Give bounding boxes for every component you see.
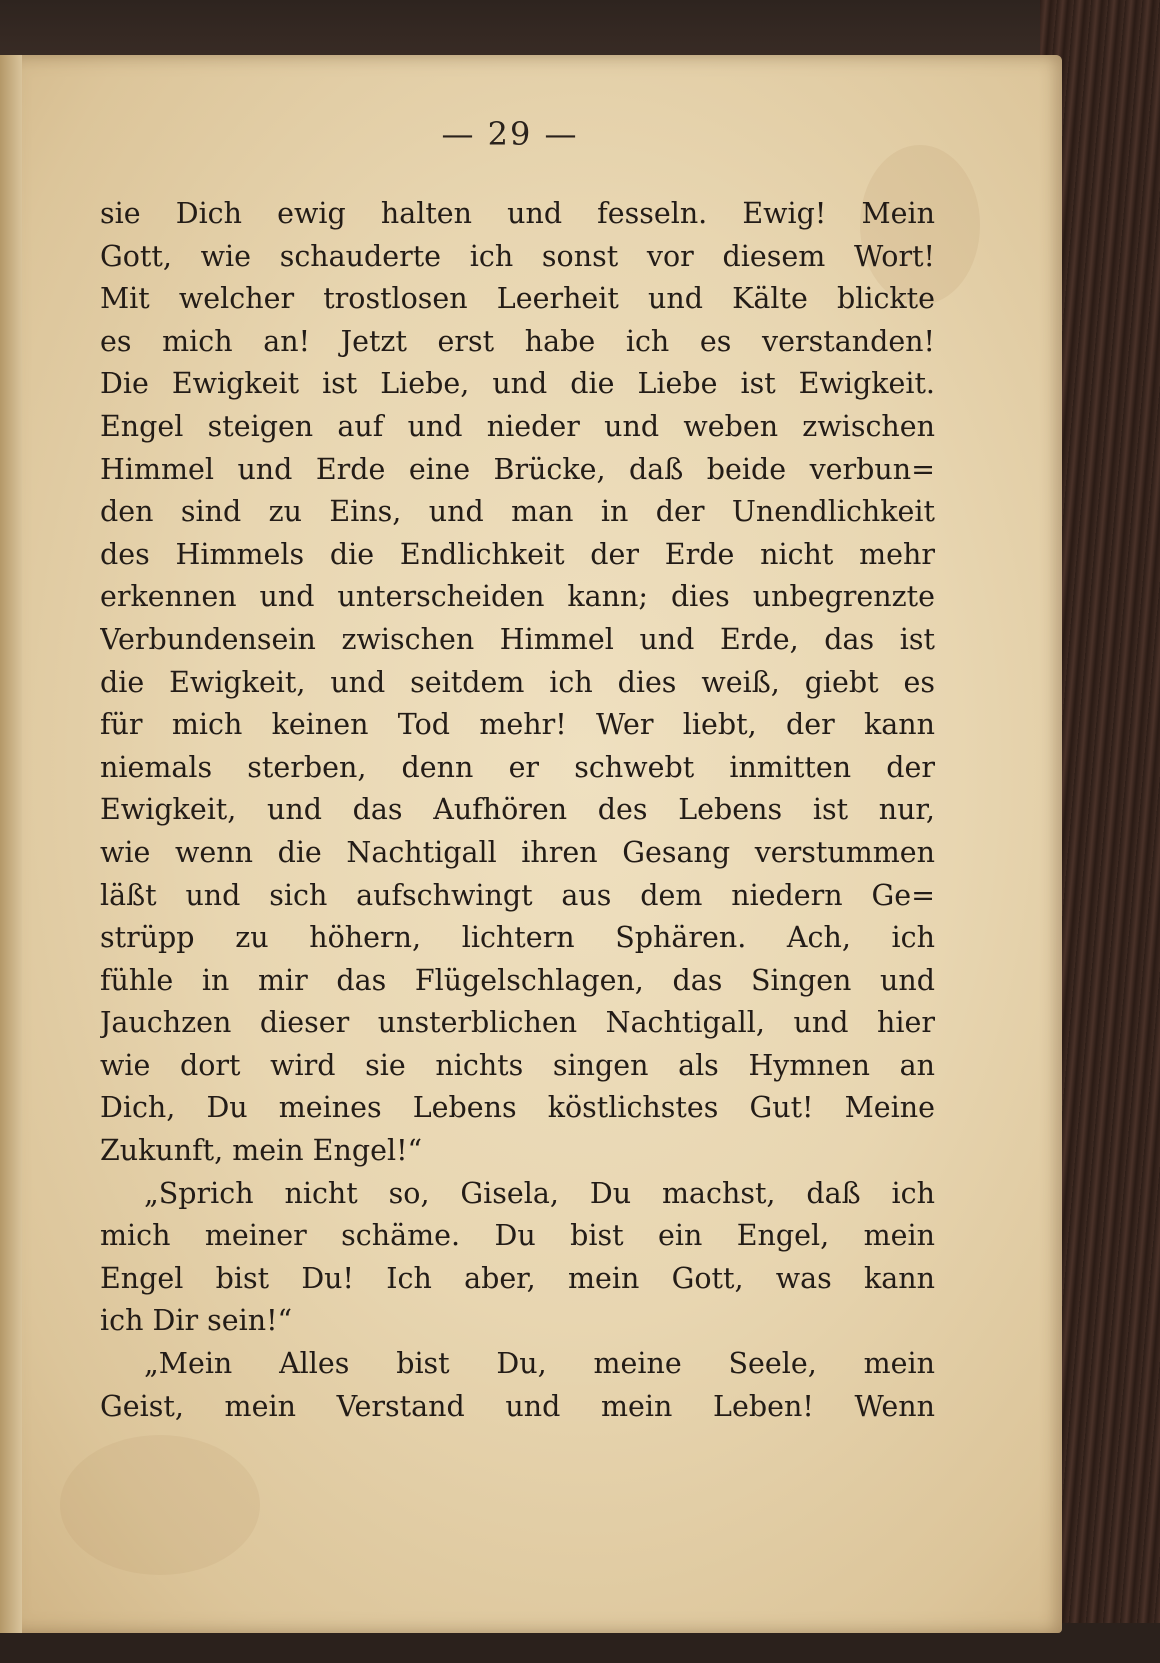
- text-line: Die Ewigkeit ist Liebe, und die Liebe ist Ewigkeit.: [100, 367, 935, 401]
- page-text: [100, 193, 935, 1428]
- text-line: wie wenn die Nachtigall ihren Gesang verstummen: [100, 835, 935, 869]
- text-line: strüpp zu höhern, lichtern Sphären. Ach, ich: [100, 921, 935, 955]
- text-line: Zukunft, mein Engel!“: [100, 1134, 423, 1168]
- text-line: „Mein Alles bist Du, meine Seele, mein: [144, 1347, 935, 1381]
- text-line: die Ewigkeit, und seitdem ich dies weiß, giebt es: [100, 665, 935, 699]
- text-line: Mit welcher trostlosen Leerheit und Kälte blickte: [100, 282, 935, 316]
- text-line: erkennen und unterscheiden kann; dies unbegrenzte: [100, 580, 935, 614]
- text-line: es mich an! Jetzt erst habe ich es verstanden!: [100, 324, 935, 358]
- text-line: sie Dich ewig halten und fesseln. Ewig! Mein: [100, 197, 935, 230]
- text-line: Himmel und Erde eine Brücke, daß beide verbun=: [100, 452, 935, 486]
- page-number: — 29 —: [441, 115, 579, 153]
- text-line: ich Dir sein!“: [100, 1304, 293, 1338]
- paper-stain: [60, 1435, 260, 1575]
- text-line: Engel bist Du! Ich aber, mein Gott, was kann: [100, 1261, 935, 1295]
- text-line: mich meiner schäme. Du bist ein Engel, mein: [100, 1219, 935, 1253]
- text-line: „Sprich nicht so, Gisela, Du machst, daß ich: [144, 1176, 935, 1210]
- text-line: Geist, mein Verstand und mein Leben! Wenn: [100, 1389, 935, 1423]
- text-line: Jauchzen dieser unsterblichen Nachtigall, und hier: [100, 1006, 935, 1040]
- page-gutter: [0, 55, 22, 1633]
- text-line: Engel steigen auf und nieder und weben zwischen: [100, 409, 935, 443]
- book-page: [0, 55, 1062, 1633]
- text-line: niemals sterben, denn er schwebt inmitten der: [100, 750, 935, 784]
- text-line: des Himmels die Endlichkeit der Erde nicht mehr: [100, 537, 935, 571]
- text-line: für mich keinen Tod mehr! Wer liebt, der kann: [100, 708, 935, 742]
- text-line: fühle in mir das Flügelschlagen, das Singen und: [100, 963, 935, 997]
- text-line: wie dort wird sie nichts singen als Hymnen an: [100, 1048, 935, 1082]
- text-line: Dich, Du meines Lebens köstlichstes Gut! Meine: [100, 1091, 935, 1125]
- text-line: läßt und sich aufschwingt aus dem niedern Ge=: [100, 878, 935, 912]
- text-line: den sind zu Eins, und man in der Unendlichkeit: [100, 495, 935, 529]
- text-line: Gott, wie schauderte ich sonst vor diesem Wort!: [100, 239, 935, 273]
- text-line: Ewigkeit, und das Aufhören des Lebens ist nur,: [100, 793, 935, 827]
- text-line: Verbundensein zwischen Himmel und Erde, das ist: [100, 622, 935, 656]
